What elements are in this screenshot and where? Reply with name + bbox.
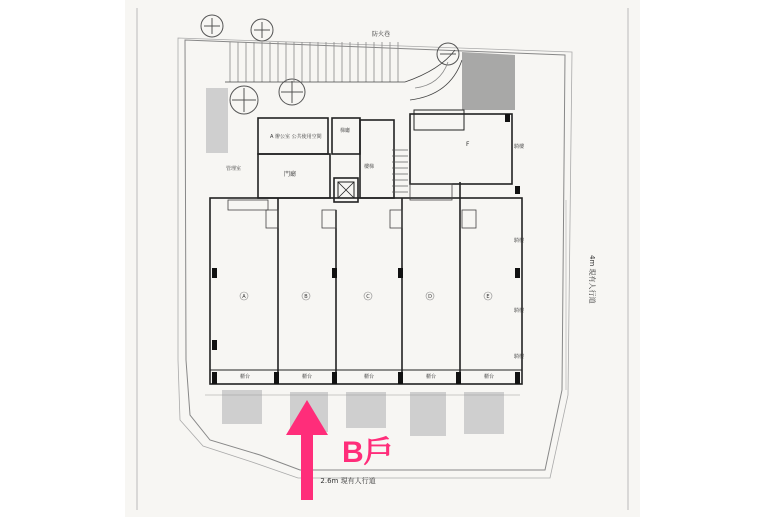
hatched-area <box>462 52 515 110</box>
corner-room-label: F <box>466 141 470 148</box>
arcade-label: 騎樓 <box>514 354 525 360</box>
side-room-label: 管理室 <box>226 166 242 172</box>
counter-label: 櫃台 <box>364 374 375 380</box>
top-lane-label: 防火巷 <box>372 31 391 38</box>
counter-label: 櫃台 <box>426 374 437 380</box>
counter-label: 櫃台 <box>302 374 313 380</box>
counter-label: 櫃台 <box>484 374 495 380</box>
arcade-label: 騎樓 <box>514 238 525 244</box>
arcade-label: 騎樓 <box>514 308 525 314</box>
unit-callout: B戶 <box>342 436 394 469</box>
elevator-hall-label: 梯廳 <box>340 128 351 134</box>
unit-label-a: A <box>242 294 246 300</box>
planter-strip <box>206 88 228 153</box>
office-label: A 辦公室 公共使用空間 <box>270 134 322 140</box>
unit-label-c: C <box>366 294 370 300</box>
unit-label-e: E <box>486 294 490 300</box>
unit-label-d: D <box>428 294 432 300</box>
unit-label-b: B <box>304 294 308 300</box>
arcade-label: 騎樓 <box>514 144 525 150</box>
right-street-label: 4m 現有人行道 <box>588 255 596 304</box>
counter-label: 櫃台 <box>240 374 251 380</box>
stair-label: 樓梯 <box>364 164 375 170</box>
lobby-label: 門廳 <box>284 171 297 178</box>
bottom-street-label: 2.6m 現有人行道 <box>320 477 376 485</box>
